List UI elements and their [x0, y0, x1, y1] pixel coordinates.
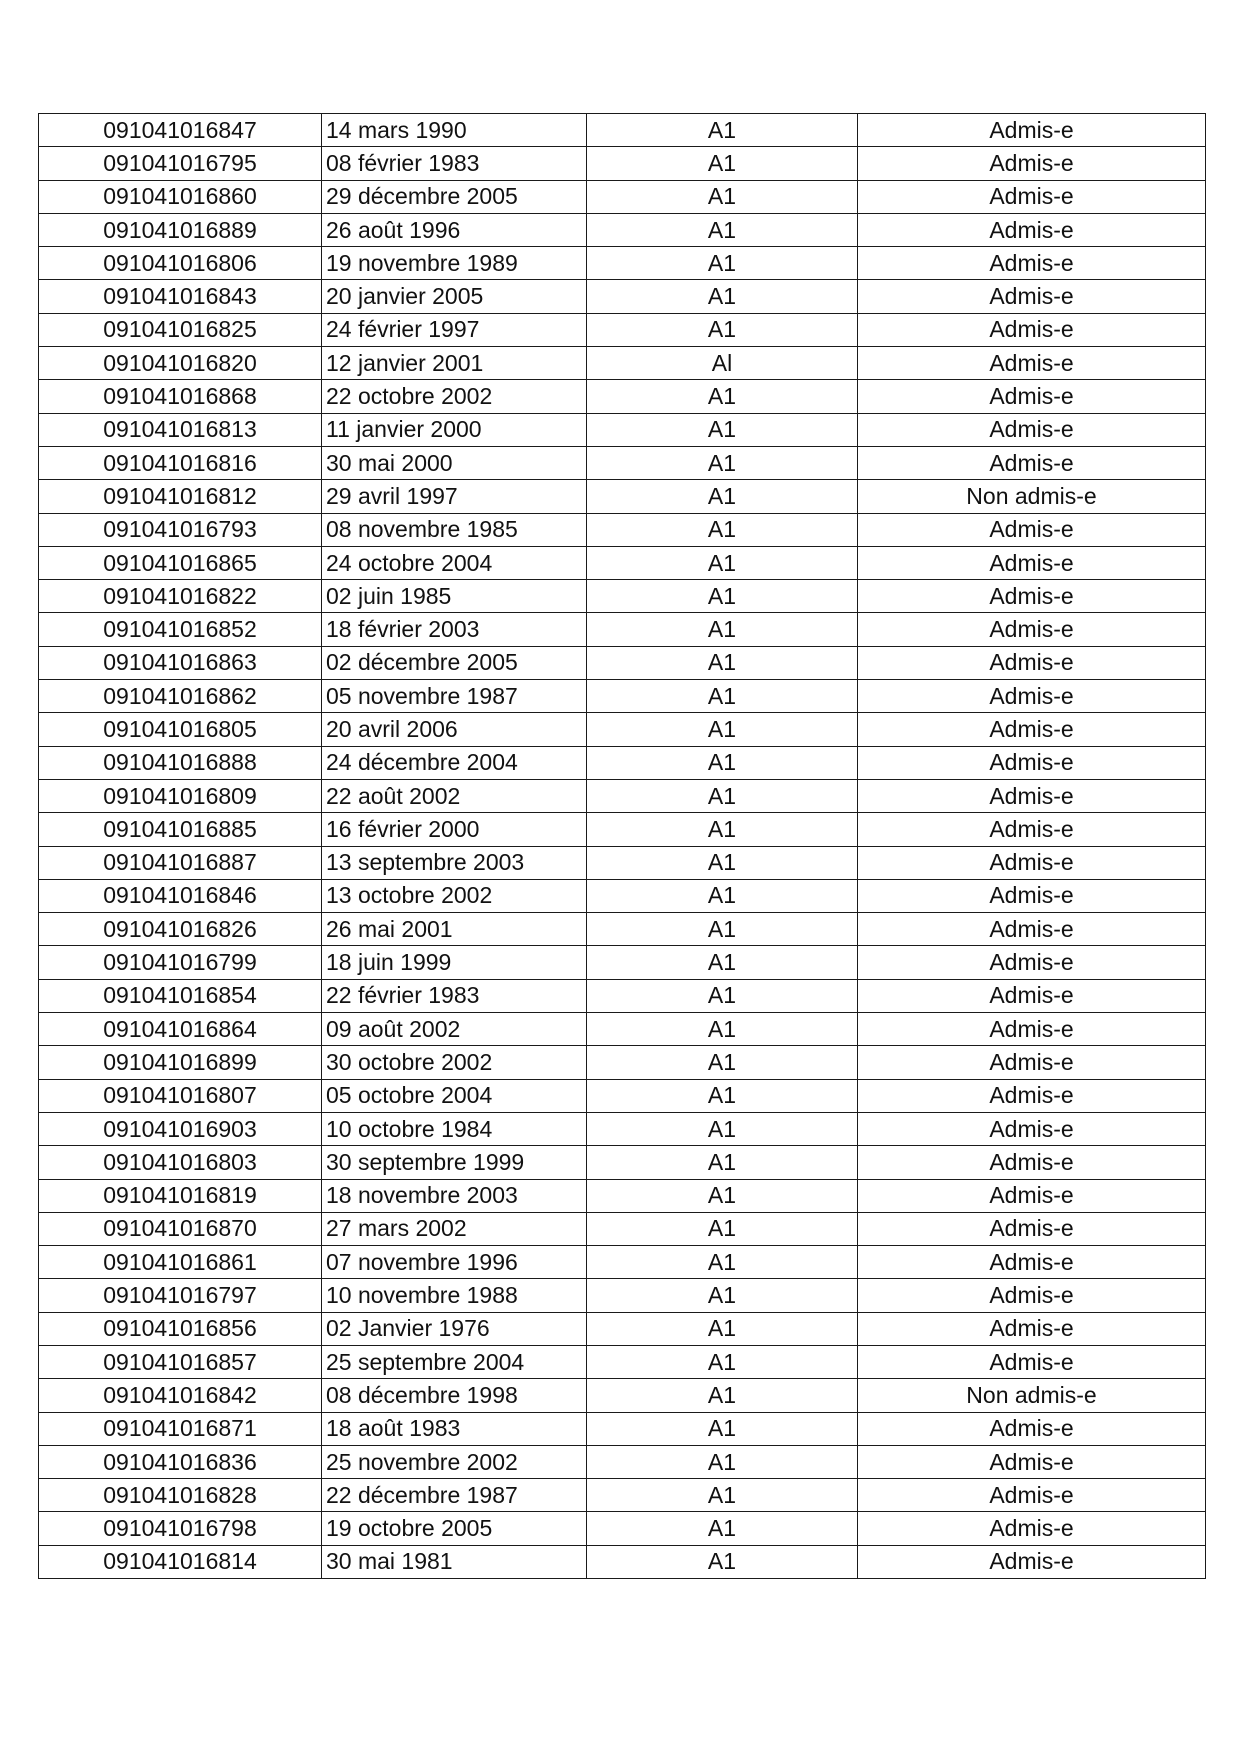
result-cell: Admis-e [858, 1279, 1206, 1312]
result-cell: Admis-e [858, 247, 1206, 280]
birth-date-cell: 27 mars 2002 [322, 1212, 587, 1245]
result-cell: Admis-e [858, 1112, 1206, 1145]
table-row [39, 1046, 1206, 1079]
candidate-id-cell: 091041016805 [39, 713, 322, 746]
candidate-id-cell: 091041016822 [39, 580, 322, 613]
result-cell: Admis-e [858, 280, 1206, 313]
level-cell: A1 [587, 446, 858, 479]
results-table [38, 113, 1206, 1579]
candidate-id-cell: 091041016814 [39, 1545, 322, 1578]
result-cell: Admis-e [858, 613, 1206, 646]
birth-date-cell: 18 août 1983 [322, 1412, 587, 1445]
level-cell: A1 [587, 213, 858, 246]
result-cell: Admis-e [858, 946, 1206, 979]
candidate-id-cell: 091041016889 [39, 213, 322, 246]
table-row [39, 546, 1206, 579]
table-row [39, 446, 1206, 479]
candidate-id-cell: 091041016826 [39, 913, 322, 946]
table-row [39, 779, 1206, 812]
table-row [39, 1079, 1206, 1112]
birth-date-cell: 22 octobre 2002 [322, 380, 587, 413]
result-cell: Admis-e [858, 313, 1206, 346]
table-row [39, 746, 1206, 779]
candidate-id-cell: 091041016861 [39, 1246, 322, 1279]
result-cell: Admis-e [858, 147, 1206, 180]
birth-date-cell: 02 décembre 2005 [322, 646, 587, 679]
candidate-id-cell: 091041016807 [39, 1079, 322, 1112]
candidate-id-cell: 091041016843 [39, 280, 322, 313]
birth-date-cell: 02 Janvier 1976 [322, 1312, 587, 1345]
result-cell: Admis-e [858, 779, 1206, 812]
level-cell: A1 [587, 846, 858, 879]
result-cell: Admis-e [858, 1146, 1206, 1179]
level-cell: A1 [587, 1279, 858, 1312]
candidate-id-cell: 091041016820 [39, 347, 322, 380]
birth-date-cell: 16 février 2000 [322, 813, 587, 846]
result-cell: Admis-e [858, 680, 1206, 713]
level-cell: A1 [587, 580, 858, 613]
table-row [39, 580, 1206, 613]
table-row [39, 1312, 1206, 1345]
level-cell: A1 [587, 546, 858, 579]
level-cell: A1 [587, 1013, 858, 1046]
birth-date-cell: 30 septembre 1999 [322, 1146, 587, 1179]
result-cell: Admis-e [858, 1046, 1206, 1079]
birth-date-cell: 14 mars 1990 [322, 114, 587, 147]
candidate-id-cell: 091041016857 [39, 1345, 322, 1378]
result-cell: Admis-e [858, 1013, 1206, 1046]
result-cell: Admis-e [858, 1479, 1206, 1512]
birth-date-cell: 26 mai 2001 [322, 913, 587, 946]
level-cell: A1 [587, 879, 858, 912]
level-cell: A1 [587, 1179, 858, 1212]
candidate-id-cell: 091041016865 [39, 546, 322, 579]
result-cell: Admis-e [858, 446, 1206, 479]
level-cell: A1 [587, 1545, 858, 1578]
candidate-id-cell: 091041016888 [39, 746, 322, 779]
level-cell: A1 [587, 513, 858, 546]
candidate-id-cell: 091041016825 [39, 313, 322, 346]
result-cell: Admis-e [858, 347, 1206, 380]
table-row [39, 247, 1206, 280]
table-row [39, 480, 1206, 513]
table-row [39, 180, 1206, 213]
birth-date-cell: 29 décembre 2005 [322, 180, 587, 213]
level-cell: A1 [587, 380, 858, 413]
table-row [39, 380, 1206, 413]
result-cell: Non admis-e [858, 480, 1206, 513]
level-cell: A1 [587, 413, 858, 446]
birth-date-cell: 30 mai 2000 [322, 446, 587, 479]
birth-date-cell: 18 février 2003 [322, 613, 587, 646]
table-row [39, 1445, 1206, 1478]
level-cell: A1 [587, 1512, 858, 1545]
level-cell: A1 [587, 1246, 858, 1279]
result-cell: Admis-e [858, 879, 1206, 912]
candidate-id-cell: 091041016812 [39, 480, 322, 513]
birth-date-cell: 30 mai 1981 [322, 1545, 587, 1578]
candidate-id-cell: 091041016856 [39, 1312, 322, 1345]
level-cell: A1 [587, 946, 858, 979]
level-cell: A1 [587, 1412, 858, 1445]
candidate-id-cell: 091041016803 [39, 1146, 322, 1179]
candidate-id-cell: 091041016863 [39, 646, 322, 679]
candidate-id-cell: 091041016797 [39, 1279, 322, 1312]
result-cell: Admis-e [858, 513, 1206, 546]
level-cell: A1 [587, 1046, 858, 1079]
candidate-id-cell: 091041016798 [39, 1512, 322, 1545]
birth-date-cell: 25 septembre 2004 [322, 1345, 587, 1378]
candidate-id-cell: 091041016795 [39, 147, 322, 180]
table-row [39, 280, 1206, 313]
birth-date-cell: 19 novembre 1989 [322, 247, 587, 280]
table-row [39, 313, 1206, 346]
level-cell: A1 [587, 779, 858, 812]
birth-date-cell: 18 juin 1999 [322, 946, 587, 979]
candidate-id-cell: 091041016871 [39, 1412, 322, 1445]
level-cell: A1 [587, 979, 858, 1012]
candidate-id-cell: 091041016885 [39, 813, 322, 846]
table-row [39, 913, 1206, 946]
level-cell: A1 [587, 1479, 858, 1512]
table-row [39, 1146, 1206, 1179]
candidate-id-cell: 091041016816 [39, 446, 322, 479]
candidate-id-cell: 091041016809 [39, 779, 322, 812]
result-cell: Admis-e [858, 1545, 1206, 1578]
birth-date-cell: 18 novembre 2003 [322, 1179, 587, 1212]
candidate-id-cell: 091041016842 [39, 1379, 322, 1412]
table-row [39, 713, 1206, 746]
table-row [39, 1212, 1206, 1245]
result-cell: Admis-e [858, 546, 1206, 579]
table-row [39, 613, 1206, 646]
candidate-id-cell: 091041016799 [39, 946, 322, 979]
candidate-id-cell: 091041016852 [39, 613, 322, 646]
birth-date-cell: 10 novembre 1988 [322, 1279, 587, 1312]
level-cell: A1 [587, 646, 858, 679]
result-cell: Admis-e [858, 1246, 1206, 1279]
result-cell: Admis-e [858, 1179, 1206, 1212]
table-row [39, 979, 1206, 1012]
result-cell: Admis-e [858, 1212, 1206, 1245]
birth-date-cell: 11 janvier 2000 [322, 413, 587, 446]
level-cell: A1 [587, 480, 858, 513]
result-cell: Admis-e [858, 979, 1206, 1012]
level-cell: A1 [587, 114, 858, 147]
birth-date-cell: 05 novembre 1987 [322, 680, 587, 713]
level-cell: A1 [587, 1212, 858, 1245]
candidate-id-cell: 091041016828 [39, 1479, 322, 1512]
candidate-id-cell: 091041016899 [39, 1046, 322, 1079]
birth-date-cell: 22 février 1983 [322, 979, 587, 1012]
level-cell: A1 [587, 1146, 858, 1179]
candidate-id-cell: 091041016847 [39, 114, 322, 147]
result-cell: Admis-e [858, 413, 1206, 446]
birth-date-cell: 02 juin 1985 [322, 580, 587, 613]
candidate-id-cell: 091041016887 [39, 846, 322, 879]
table-row [39, 1179, 1206, 1212]
birth-date-cell: 30 octobre 2002 [322, 1046, 587, 1079]
level-cell: A1 [587, 1345, 858, 1378]
birth-date-cell: 24 octobre 2004 [322, 546, 587, 579]
table-row [39, 846, 1206, 879]
level-cell: A1 [587, 746, 858, 779]
birth-date-cell: 12 janvier 2001 [322, 347, 587, 380]
birth-date-cell: 25 novembre 2002 [322, 1445, 587, 1478]
table-row [39, 813, 1206, 846]
birth-date-cell: 13 octobre 2002 [322, 879, 587, 912]
results-table-body [39, 114, 1206, 1579]
table-row [39, 347, 1206, 380]
table-row [39, 1479, 1206, 1512]
result-cell: Admis-e [858, 114, 1206, 147]
birth-date-cell: 22 août 2002 [322, 779, 587, 812]
level-cell: A1 [587, 1079, 858, 1112]
birth-date-cell: 29 avril 1997 [322, 480, 587, 513]
birth-date-cell: 24 décembre 2004 [322, 746, 587, 779]
table-row [39, 1345, 1206, 1378]
birth-date-cell: 08 novembre 1985 [322, 513, 587, 546]
level-cell: A1 [587, 680, 858, 713]
result-cell: Non admis-e [858, 1379, 1206, 1412]
table-row [39, 879, 1206, 912]
table-row [39, 213, 1206, 246]
level-cell: A1 [587, 313, 858, 346]
level-cell: A1 [587, 1112, 858, 1145]
birth-date-cell: 05 octobre 2004 [322, 1079, 587, 1112]
table-row [39, 1246, 1206, 1279]
level-cell: A1 [587, 1445, 858, 1478]
level-cell: A1 [587, 1379, 858, 1412]
table-row [39, 513, 1206, 546]
result-cell: Admis-e [858, 213, 1206, 246]
result-cell: Admis-e [858, 846, 1206, 879]
candidate-id-cell: 091041016819 [39, 1179, 322, 1212]
result-cell: Admis-e [858, 1312, 1206, 1345]
level-cell: A1 [587, 613, 858, 646]
result-cell: Admis-e [858, 580, 1206, 613]
birth-date-cell: 22 décembre 1987 [322, 1479, 587, 1512]
birth-date-cell: 19 octobre 2005 [322, 1512, 587, 1545]
result-cell: Admis-e [858, 380, 1206, 413]
result-cell: Admis-e [858, 913, 1206, 946]
result-cell: Admis-e [858, 1345, 1206, 1378]
table-row [39, 1545, 1206, 1578]
level-cell: A1 [587, 147, 858, 180]
table-row [39, 946, 1206, 979]
table-row [39, 1379, 1206, 1412]
level-cell: A1 [587, 180, 858, 213]
birth-date-cell: 20 janvier 2005 [322, 280, 587, 313]
candidate-id-cell: 091041016793 [39, 513, 322, 546]
candidate-id-cell: 091041016860 [39, 180, 322, 213]
result-cell: Admis-e [858, 646, 1206, 679]
table-row [39, 1512, 1206, 1545]
table-row [39, 1412, 1206, 1445]
level-cell: A1 [587, 247, 858, 280]
birth-date-cell: 13 septembre 2003 [322, 846, 587, 879]
level-cell: Al [587, 347, 858, 380]
table-row [39, 413, 1206, 446]
birth-date-cell: 09 août 2002 [322, 1013, 587, 1046]
table-row [39, 1279, 1206, 1312]
result-cell: Admis-e [858, 1445, 1206, 1478]
result-cell: Admis-e [858, 1412, 1206, 1445]
result-cell: Admis-e [858, 180, 1206, 213]
table-row [39, 1013, 1206, 1046]
candidate-id-cell: 091041016836 [39, 1445, 322, 1478]
candidate-id-cell: 091041016813 [39, 413, 322, 446]
level-cell: A1 [587, 813, 858, 846]
level-cell: A1 [587, 913, 858, 946]
birth-date-cell: 07 novembre 1996 [322, 1246, 587, 1279]
table-row [39, 114, 1206, 147]
table-row [39, 646, 1206, 679]
birth-date-cell: 10 octobre 1984 [322, 1112, 587, 1145]
level-cell: A1 [587, 1312, 858, 1345]
candidate-id-cell: 091041016854 [39, 979, 322, 1012]
candidate-id-cell: 091041016903 [39, 1112, 322, 1145]
candidate-id-cell: 091041016868 [39, 380, 322, 413]
candidate-id-cell: 091041016864 [39, 1013, 322, 1046]
result-cell: Admis-e [858, 746, 1206, 779]
candidate-id-cell: 091041016806 [39, 247, 322, 280]
table-row [39, 680, 1206, 713]
birth-date-cell: 08 février 1983 [322, 147, 587, 180]
candidate-id-cell: 091041016846 [39, 879, 322, 912]
birth-date-cell: 26 août 1996 [322, 213, 587, 246]
result-cell: Admis-e [858, 713, 1206, 746]
birth-date-cell: 20 avril 2006 [322, 713, 587, 746]
result-cell: Admis-e [858, 813, 1206, 846]
candidate-id-cell: 091041016862 [39, 680, 322, 713]
table-row [39, 147, 1206, 180]
result-cell: Admis-e [858, 1512, 1206, 1545]
birth-date-cell: 24 février 1997 [322, 313, 587, 346]
birth-date-cell: 08 décembre 1998 [322, 1379, 587, 1412]
table-row [39, 1112, 1206, 1145]
candidate-id-cell: 091041016870 [39, 1212, 322, 1245]
level-cell: A1 [587, 713, 858, 746]
result-cell: Admis-e [858, 1079, 1206, 1112]
level-cell: A1 [587, 280, 858, 313]
